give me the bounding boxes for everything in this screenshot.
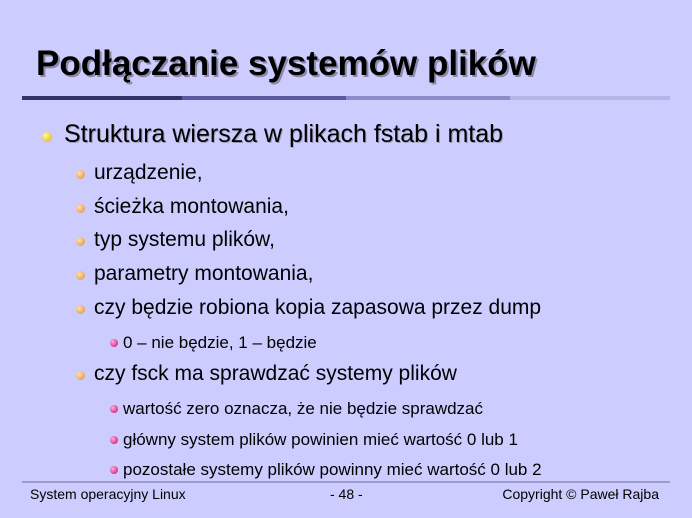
title-underline-segment — [346, 96, 510, 100]
bullet-item-level3: 0 – nie będzie, 1 – będzie — [123, 333, 317, 352]
bullet-item-level3: główny system plików powinien mieć wartość 0 lub 1 — [123, 430, 518, 449]
title-underline-segment — [510, 96, 670, 100]
bullet-icon — [110, 436, 118, 444]
footer-copyright: Copyright © Paweł Rajba — [502, 486, 659, 502]
bullet-item-level2: ścieżka montowania, — [94, 195, 289, 218]
bullet-icon — [76, 305, 85, 314]
bullet-item-level2: czy będzie robiona kopia zapasowa przez dump — [94, 296, 542, 319]
bullet-icon — [110, 339, 118, 347]
bullet-icon — [42, 132, 52, 142]
bullet-icon — [76, 204, 85, 213]
title-underline-segment — [22, 96, 182, 100]
footer-course-name: System operacyjny Linux — [30, 486, 186, 502]
bullet-icon — [76, 237, 85, 246]
slide-title: Podłączanie systemów plików — [36, 44, 536, 83]
bullet-item-level1: Struktura wiersza w plikach fstab i mtab — [64, 120, 504, 148]
footer-page-number: - 48 - — [330, 486, 363, 502]
bullet-icon — [76, 371, 85, 380]
bullet-item-level2: urządzenie, — [94, 161, 203, 184]
title-underline-segment — [182, 96, 346, 100]
bullet-item-level2: czy fsck ma sprawdzać systemy plików — [94, 362, 457, 385]
bullet-item-level3: pozostałe systemy plików powinny mieć wartość 0 lub 2 — [123, 460, 542, 479]
bullet-icon — [76, 271, 85, 280]
bullet-item-level2: parametry montowania, — [94, 262, 314, 285]
footer-divider — [22, 481, 670, 483]
bullet-item-level2: typ systemu plików, — [94, 228, 275, 251]
bullet-item-level3: wartość zero oznacza, że nie będzie sprawdzać — [123, 399, 484, 418]
bullet-icon — [76, 170, 85, 179]
bullet-icon — [110, 405, 118, 413]
bullet-icon — [110, 466, 118, 474]
